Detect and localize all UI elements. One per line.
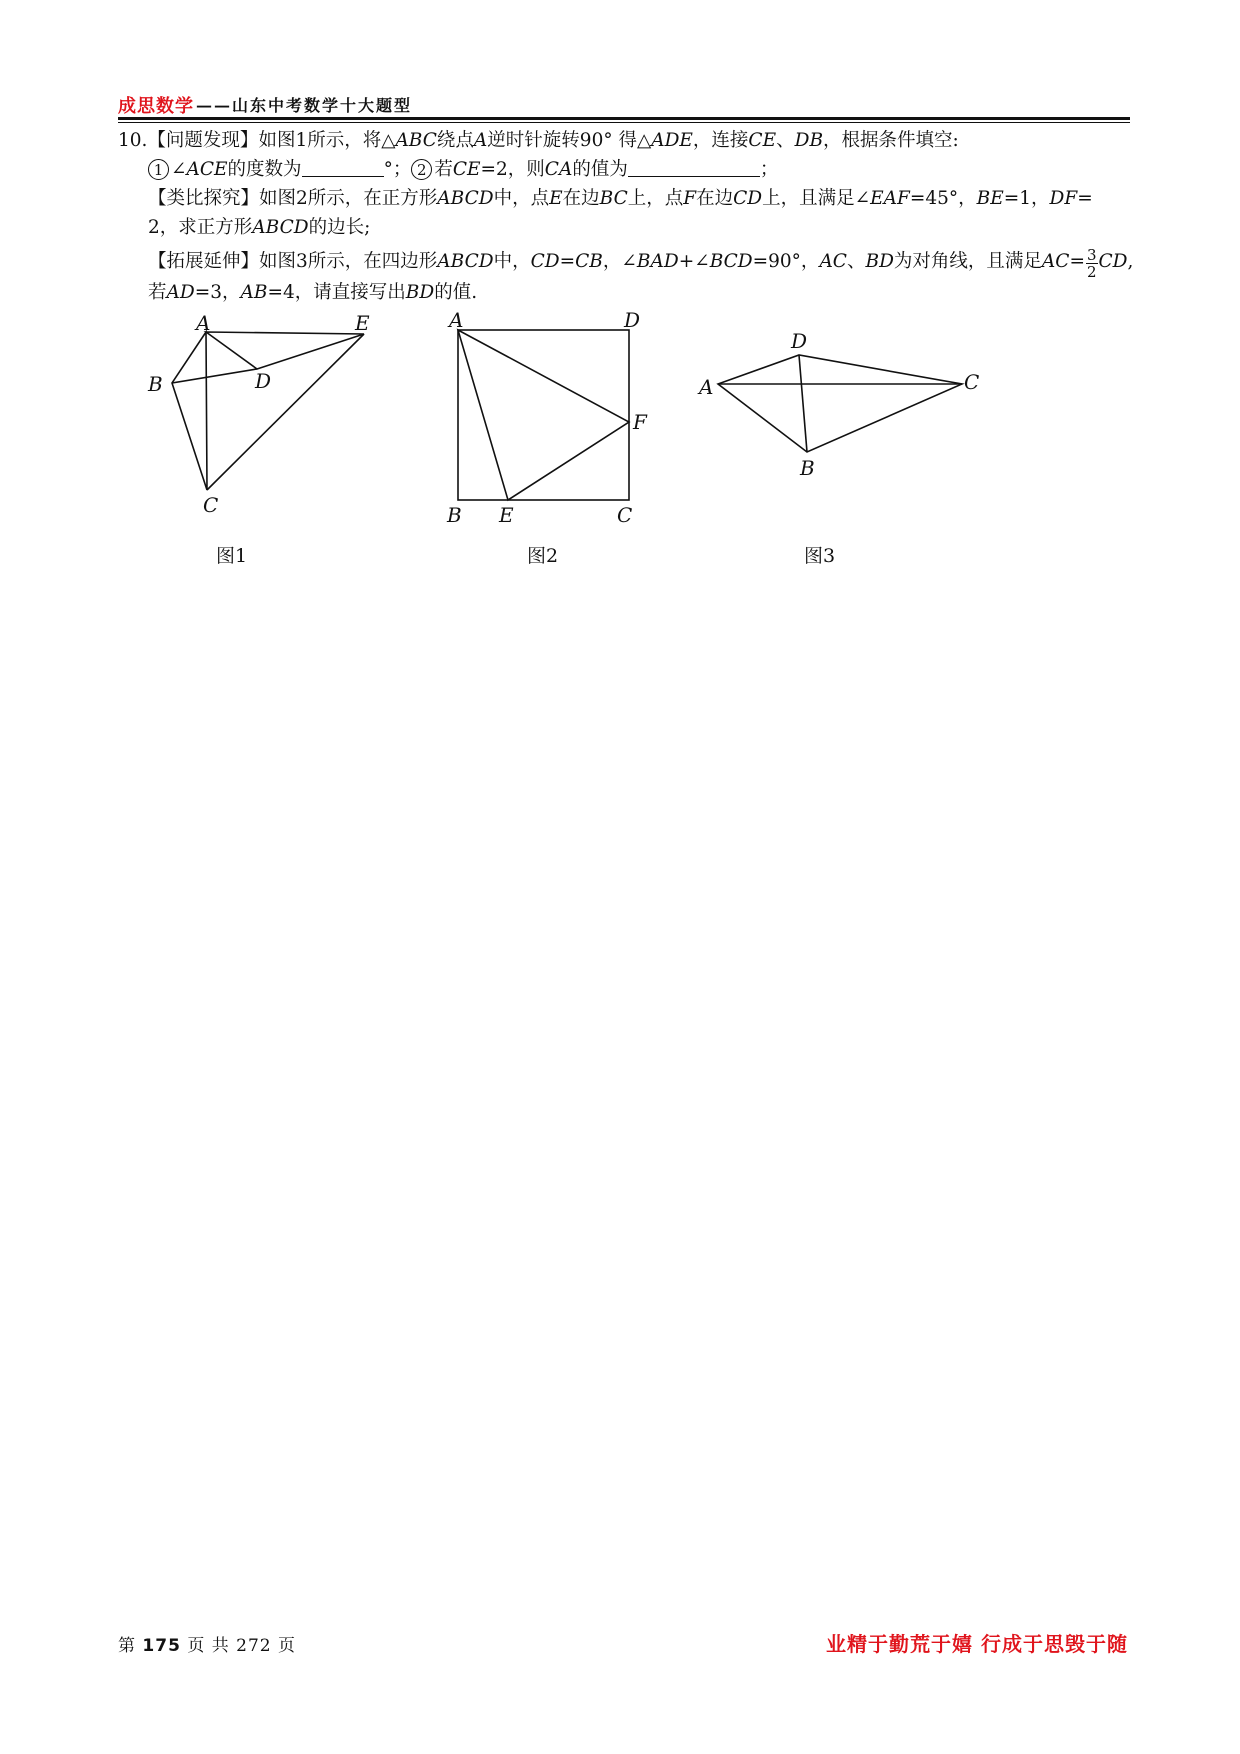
text: 的边长; bbox=[308, 217, 371, 238]
text: = bbox=[1077, 188, 1093, 209]
math-var: EAF bbox=[870, 188, 910, 209]
text: 在边 bbox=[696, 188, 734, 209]
circled-number-2: 2 bbox=[411, 159, 432, 180]
text: ； bbox=[759, 159, 779, 180]
page-number bbox=[118, 1631, 296, 1656]
header-subtitle: ——山东中考数学十大题型 bbox=[196, 96, 413, 115]
figure-1 bbox=[172, 332, 364, 490]
text: =2，则 bbox=[480, 159, 545, 180]
figure-3 bbox=[718, 355, 962, 452]
text: 的值. bbox=[434, 282, 478, 303]
math-var: AC bbox=[1041, 251, 1070, 272]
text: ，连接 bbox=[692, 130, 749, 151]
text: =3， bbox=[194, 282, 241, 303]
text: 为对角线，且满足 bbox=[893, 251, 1042, 272]
page-suffix: 页 bbox=[277, 1636, 296, 1656]
fig1-label-e: E bbox=[355, 311, 370, 335]
math-var: CE bbox=[452, 159, 481, 180]
text: , bbox=[1127, 251, 1134, 272]
fig2-caption: 图2 bbox=[527, 545, 559, 567]
text: 上，且满足∠ bbox=[762, 188, 871, 209]
math-var: ABCD bbox=[437, 251, 494, 272]
figure-2 bbox=[458, 330, 629, 500]
text: +∠ bbox=[678, 251, 710, 272]
text: =90°， bbox=[752, 251, 820, 272]
text: 2，求正方形 bbox=[148, 217, 253, 238]
text: 绕点 bbox=[436, 130, 474, 151]
text: ，∠ bbox=[602, 251, 637, 272]
text: 上，点 bbox=[627, 188, 684, 209]
segment-bd bbox=[172, 369, 257, 383]
math-var: BAD bbox=[636, 251, 679, 272]
math-var: BE bbox=[976, 188, 1004, 209]
fig2-label-f: F bbox=[633, 410, 647, 434]
figure-2-labels bbox=[446, 308, 648, 527]
page-mid: 页 共 bbox=[187, 1636, 230, 1656]
math-var: CE bbox=[748, 130, 777, 151]
fig2-label-a: A bbox=[449, 308, 464, 332]
math-var: BC bbox=[599, 188, 628, 209]
text: 、 bbox=[776, 130, 795, 151]
math-var: ABCD bbox=[252, 217, 309, 238]
text: 若 bbox=[434, 159, 453, 180]
text: =45°， bbox=[909, 188, 977, 209]
section-tag-extension: 【拓展延伸】 bbox=[148, 251, 260, 272]
text: 中， bbox=[493, 251, 531, 272]
page-prefix: 第 bbox=[118, 1636, 136, 1656]
math-var: BCD bbox=[709, 251, 753, 272]
fig3-label-a: A bbox=[699, 375, 714, 399]
footer-motto: 业精于勤荒于嬉 行成于思毁于随 bbox=[826, 1632, 1128, 1656]
text: = bbox=[559, 251, 576, 272]
math-var: ABC bbox=[395, 130, 437, 151]
text: 若 bbox=[148, 282, 167, 303]
segment-ce bbox=[207, 334, 364, 490]
text: °； bbox=[383, 159, 412, 180]
fig2-label-e: E bbox=[499, 503, 514, 527]
math-var: CD bbox=[1098, 251, 1128, 272]
fraction-denominator: 2 bbox=[1086, 263, 1097, 281]
section-tag-discovery: 【问题发现】 bbox=[147, 130, 259, 151]
math-var: CA bbox=[544, 159, 573, 180]
fig3-caption: 图3 bbox=[804, 545, 836, 567]
text: 、 bbox=[846, 251, 866, 272]
math-var: ACE bbox=[186, 159, 228, 180]
text: = bbox=[1069, 251, 1085, 272]
math-var: CD bbox=[530, 251, 560, 272]
text: ∠ bbox=[171, 159, 187, 180]
fig1-caption: 图1 bbox=[216, 545, 248, 567]
geometry-figures bbox=[0, 0, 1240, 600]
math-var: BD bbox=[405, 282, 435, 303]
total-pages: 272 bbox=[236, 1636, 272, 1656]
triangle-aef bbox=[458, 330, 629, 500]
fig3-label-d: D bbox=[791, 329, 808, 353]
text: 的值为 bbox=[572, 159, 628, 180]
text: 中，点 bbox=[493, 188, 550, 209]
math-var: A bbox=[473, 130, 488, 151]
quadrilateral-abcd bbox=[718, 355, 962, 452]
math-var: DB bbox=[794, 130, 824, 151]
math-var: CB bbox=[575, 251, 603, 272]
math-var: ABCD bbox=[437, 188, 494, 209]
circled-number-1: 1 bbox=[148, 159, 169, 180]
fig1-label-c: C bbox=[203, 493, 219, 517]
text: 的度数为 bbox=[227, 159, 302, 180]
problem-number: 10. bbox=[118, 130, 148, 151]
fig1-label-b: B bbox=[148, 372, 163, 396]
triangle-ade bbox=[206, 332, 364, 369]
current-page: 175 bbox=[142, 1636, 181, 1656]
figure-3-labels bbox=[697, 329, 979, 480]
brand-title: 成思数学 bbox=[118, 96, 194, 117]
math-var: DF bbox=[1049, 188, 1078, 209]
math-var: ADE bbox=[651, 130, 693, 151]
fig3-label-b: B bbox=[800, 456, 815, 480]
fig2-label-c: C bbox=[617, 503, 633, 527]
math-var: E bbox=[549, 188, 563, 209]
text: ，根据条件填空: bbox=[823, 130, 959, 151]
fig1-label-d: D bbox=[255, 369, 272, 393]
figure-1-labels bbox=[147, 311, 370, 517]
triangle-abc bbox=[172, 332, 207, 490]
math-var: AB bbox=[240, 282, 268, 303]
text: 如图2所示，在正方形 bbox=[259, 188, 438, 209]
text: 如图1所示，将△ bbox=[258, 130, 396, 151]
fraction-numerator: 3 bbox=[1086, 246, 1097, 264]
text: 如图3所示，在四边形 bbox=[259, 251, 438, 272]
fig2-label-d: D bbox=[624, 308, 641, 332]
math-var: AC bbox=[819, 251, 847, 272]
math-var: AD bbox=[166, 282, 195, 303]
section-tag-analogy: 【类比探究】 bbox=[148, 188, 260, 209]
math-var: F bbox=[683, 188, 697, 209]
text: =1， bbox=[1003, 188, 1050, 209]
text: 在边 bbox=[562, 188, 600, 209]
text: =4，请直接写出 bbox=[267, 282, 406, 303]
fig3-label-c: C bbox=[964, 370, 980, 394]
fig2-label-b: B bbox=[447, 503, 462, 527]
text: 逆时针旋转90° 得△ bbox=[487, 130, 652, 151]
diagonal-bd bbox=[799, 355, 807, 452]
fig1-label-a: A bbox=[196, 311, 211, 335]
math-var: BD bbox=[865, 251, 894, 272]
math-var: CD bbox=[733, 188, 763, 209]
